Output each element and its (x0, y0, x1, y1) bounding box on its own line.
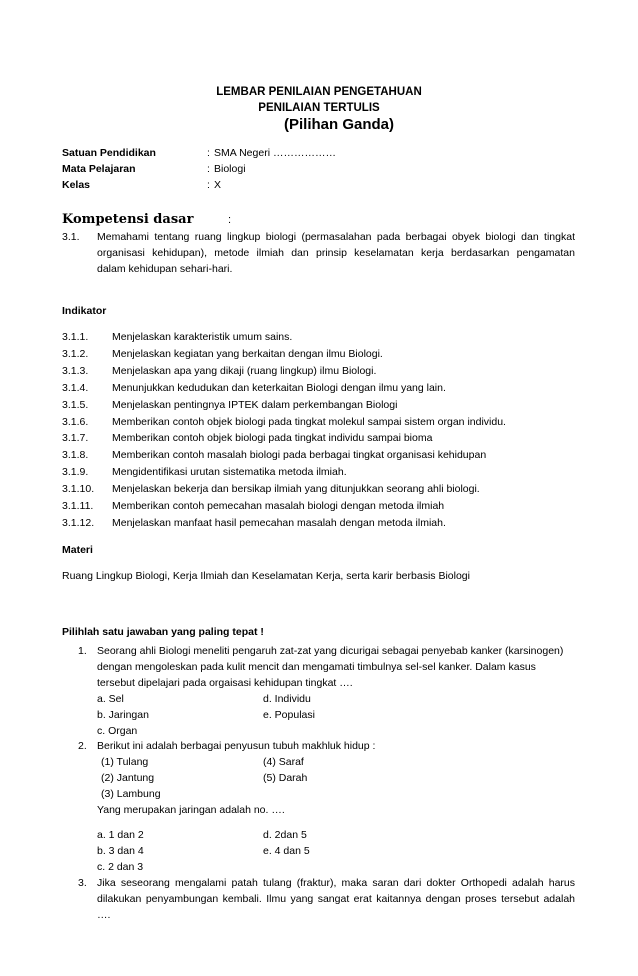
indikator-number: 3.1.8. (62, 449, 89, 461)
kompetensi-line: organisasi kehidupan), metode ilmiah dan prinsip keselamatan kerja berdasarkan pengamatan (97, 247, 575, 259)
doc-title: LEMBAR PENILAIAN PENGETAHUAN (216, 86, 422, 98)
question-number: 2. (78, 740, 87, 752)
info-colon: : (207, 147, 210, 159)
question-line: …. (97, 909, 111, 921)
info-label: Satuan Pendidikan (62, 147, 156, 159)
list-item: (4) Saraf (263, 756, 304, 768)
indikator-number: 3.1.2. (62, 348, 89, 360)
indikator-item: Memberikan contoh objek biologi pada tingkat individu sampai bioma (112, 432, 433, 444)
info-value: X (214, 179, 222, 191)
option-d: d. 2dan 5 (263, 829, 307, 841)
question-line: dengan mengoleskan pada kulit mencit dan mengamati timbulnya sel-sel kanker. Dalam kasus (97, 661, 536, 673)
indikator-heading: Indikator (62, 305, 107, 317)
indikator-item: Memberikan contoh objek biologi pada tingkat molekul sampai sistem organ individu. (112, 416, 506, 428)
info-label: Kelas (62, 179, 91, 191)
question-line: tersebut dipelajari pada orgaisasi kehidupan tingkat …. (97, 677, 353, 689)
indikator-item: Menjelaskan kegiatan yang berkaitan dengan ilmu Biologi. (112, 348, 383, 360)
indikator-item: Menjelaskan pentingnya IPTEK dalam perkembangan Biologi (112, 399, 398, 411)
question-number: 3. (78, 877, 87, 889)
question-line: Berikut ini adalah berbagai penyusun tubuh makhluk hidup : (97, 740, 376, 752)
indikator-item: Menjelaskan apa yang dikaji (ruang lingkup) ilmu Biologi. (112, 365, 377, 377)
indikator-number: 3.1.1. (62, 331, 89, 343)
list-item: (5) Darah (263, 772, 308, 784)
doc-type: (Pilihan Ganda) (283, 116, 394, 133)
option-c: c. Organ (97, 725, 138, 737)
kompetensi-number: 3.1. (62, 231, 80, 243)
indikator-number: 3.1.9. (62, 466, 89, 478)
list-item: (3) Lambung (101, 788, 161, 800)
indikator-number: 3.1.11. (62, 500, 94, 512)
option-b: b. Jaringan (97, 709, 149, 721)
indikator-number: 3.1.3. (62, 365, 89, 377)
option-a: a. 1 dan 2 (97, 829, 144, 841)
info-value: SMA Negeri ……………… (214, 147, 336, 159)
info-label: Mata Pelajaran (62, 163, 136, 175)
indikator-item: Memberikan contoh pemecahan masalah biologi dengan metoda ilmiah (112, 500, 445, 512)
info-value: Biologi (214, 163, 246, 175)
materi-text: Ruang Lingkup Biologi, Kerja Ilmiah dan Keselamatan Kerja, serta karir berbasis Biologi (62, 570, 470, 582)
instruction-text: Pilihlah satu jawaban yang paling tepat ! (62, 626, 264, 638)
question-line: dilakukan penyambungan kembali. Ilmu yang sangat erat kaitannya dengan proses tersebut adalah (97, 893, 575, 905)
indikator-number: 3.1.4. (62, 382, 89, 394)
question-number: 1. (78, 645, 87, 657)
indikator-number: 3.1.12. (62, 517, 95, 529)
question-line: Seorang ahli Biologi meneliti pengaruh zat-zat yang dicurigai sebagai penyebab kanker (karsinogen) (97, 645, 564, 657)
indikator-item: Memberikan contoh masalah biologi pada berbagai tingkat organisasi kehidupan (112, 449, 487, 461)
info-colon: : (207, 163, 210, 175)
option-b: b. 3 dan 4 (97, 845, 144, 857)
option-c: c. 2 dan 3 (97, 861, 144, 873)
indikator-number: 3.1.10. (62, 483, 95, 495)
indikator-item: Mengidentifikasi urutan sistematika metoda ilmiah. (112, 466, 347, 478)
indikator-item: Menjelaskan karakteristik umum sains. (112, 331, 293, 343)
kompetensi-line: dalam kehidupan sehari-hari. (97, 263, 233, 275)
question-prompt: Yang merupakan jaringan adalah no. …. (97, 804, 285, 816)
indikator-number: 3.1.7. (62, 432, 89, 444)
kompetensi-heading: Kompetensi dasar (62, 212, 194, 227)
indikator-number: 3.1.5. (62, 399, 89, 411)
info-colon: : (207, 179, 210, 191)
indikator-number: 3.1.6. (62, 416, 89, 428)
list-item: (1) Tulang (101, 756, 149, 768)
question-line: Jika seseorang mengalami patah tulang (fraktur), maka saran dari dokter Orthopedi adalah harus (97, 877, 575, 889)
kompetensi-line: Memahami tentang ruang lingkup biologi (permasalahan pada berbagai obyek biologi dan tingkat (97, 231, 575, 243)
doc-subtitle: PENILAIAN TERTULIS (258, 102, 380, 114)
option-a: a. Sel (97, 693, 124, 705)
materi-heading: Materi (62, 544, 93, 556)
indikator-item: Menjelaskan bekerja dan bersikap ilmiah yang ditunjukkan seorang ahli biologi. (112, 483, 480, 495)
list-item: (2) Jantung (101, 772, 155, 784)
option-e: e. Populasi (263, 709, 315, 721)
indikator-item: Menjelaskan manfaat hasil pemecahan masalah dengan metoda ilmiah. (112, 517, 446, 529)
option-e: e. 4 dan 5 (263, 845, 310, 857)
option-d: d. Individu (263, 693, 311, 705)
kompetensi-colon: : (228, 214, 232, 226)
indikator-item: Menunjukkan kedudukan dan keterkaitan Biologi dengan ilmu yang lain. (112, 382, 446, 394)
